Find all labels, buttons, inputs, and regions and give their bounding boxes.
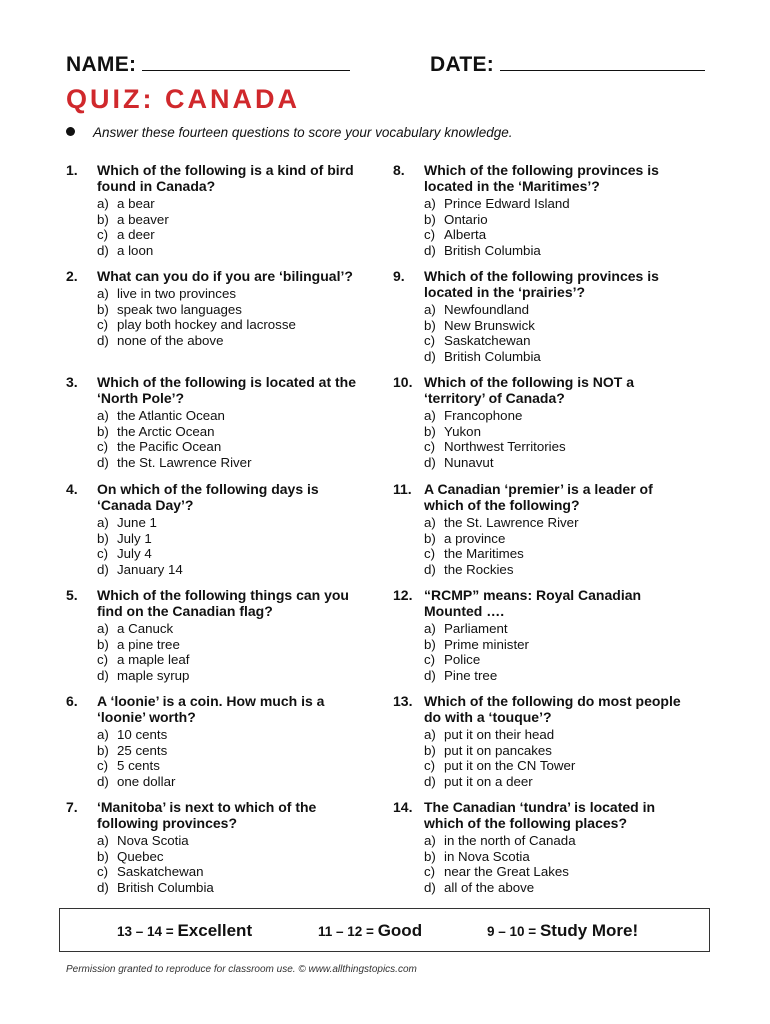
answer-option[interactable] xyxy=(424,562,693,578)
option-letter: a) xyxy=(424,196,436,211)
option-letter: a) xyxy=(97,515,109,530)
option-text: July 4 xyxy=(117,546,152,561)
option-text: in the north of Canada xyxy=(444,833,576,848)
answer-option[interactable] xyxy=(97,864,366,880)
answer-option[interactable] xyxy=(424,833,693,849)
answer-options xyxy=(424,302,693,364)
question-2 xyxy=(66,268,366,348)
answer-options xyxy=(97,408,366,470)
score-label: Good xyxy=(377,921,423,940)
question-10 xyxy=(393,374,693,470)
option-letter: c) xyxy=(97,439,109,454)
option-text: live in two provinces xyxy=(117,286,236,301)
score-range: 9 – 10 = xyxy=(487,924,537,939)
option-letter: a) xyxy=(97,408,109,423)
question-4 xyxy=(66,481,366,577)
option-text: Parliament xyxy=(444,621,508,636)
option-letter: b) xyxy=(424,530,436,546)
question-12 xyxy=(393,587,693,683)
option-text: the Atlantic Ocean xyxy=(117,408,225,423)
question-text: On which of the following days is ‘Canada Day’? xyxy=(97,481,319,513)
answer-option[interactable] xyxy=(424,546,693,562)
answer-option[interactable] xyxy=(424,243,693,259)
option-text: the St. Lawrence River xyxy=(444,515,579,530)
option-text: New Brunswick xyxy=(444,317,535,333)
option-letter: a) xyxy=(97,196,109,211)
option-letter: a) xyxy=(424,408,436,423)
option-letter: b) xyxy=(97,636,109,652)
option-letter: d) xyxy=(424,667,436,683)
question-number: 9. xyxy=(393,268,405,284)
option-text: none of the above xyxy=(117,332,224,348)
option-letter: b) xyxy=(97,848,109,864)
answer-option[interactable] xyxy=(424,652,693,668)
answer-option[interactable] xyxy=(97,758,366,774)
answer-option[interactable] xyxy=(97,408,366,424)
answer-option[interactable] xyxy=(424,668,693,684)
question-text: What can you do if you are ‘bilingual’? xyxy=(97,268,353,284)
answer-option[interactable] xyxy=(97,562,366,578)
option-letter: d) xyxy=(97,242,109,258)
answer-option[interactable] xyxy=(97,652,366,668)
option-letter: b) xyxy=(424,848,436,864)
question-number: 5. xyxy=(66,587,78,603)
question-number: 2. xyxy=(66,268,78,284)
question-8 xyxy=(393,162,693,258)
answer-option[interactable] xyxy=(424,849,693,865)
question-number: 14. xyxy=(393,799,413,815)
option-text: a province xyxy=(444,530,506,546)
question-1 xyxy=(66,162,366,258)
option-letter: a) xyxy=(424,621,436,636)
option-letter: c) xyxy=(424,333,436,348)
page-title: QUIZ: CANADA xyxy=(66,84,300,114)
answer-options xyxy=(424,727,693,789)
option-letter: d) xyxy=(424,879,436,895)
option-text: a maple leaf xyxy=(117,652,190,667)
option-letter: d) xyxy=(424,242,436,258)
question-9 xyxy=(393,268,693,364)
option-text: a loon xyxy=(117,242,154,258)
answer-option[interactable] xyxy=(97,546,366,562)
date-blank-line[interactable] xyxy=(500,52,705,71)
question-11 xyxy=(393,481,693,577)
option-letter: c) xyxy=(97,546,109,561)
answer-option[interactable] xyxy=(424,424,693,440)
score-box xyxy=(59,908,710,952)
option-text: Northwest Territories xyxy=(444,439,566,454)
option-text: a pine tree xyxy=(117,636,180,652)
option-text: a bear xyxy=(117,196,155,211)
question-text: A ‘loonie’ is a coin. How much is a ‘loonie’ worth? xyxy=(97,693,325,725)
question-text: Which of the following is located at the ‘North Pole’? xyxy=(97,374,356,406)
option-letter: a) xyxy=(424,833,436,848)
name-field xyxy=(66,52,350,77)
answer-option[interactable] xyxy=(424,455,693,471)
answer-options xyxy=(97,515,366,577)
bullet-icon xyxy=(66,127,75,136)
name-label: NAME: xyxy=(66,53,137,76)
score-range: 13 – 14 = xyxy=(117,924,174,939)
instructions xyxy=(66,125,513,140)
answer-option[interactable] xyxy=(97,286,366,302)
option-text: 10 cents xyxy=(117,727,168,742)
answer-option[interactable] xyxy=(424,774,693,790)
score-label: Excellent xyxy=(177,921,253,940)
question-14 xyxy=(393,799,693,895)
question-number: 3. xyxy=(66,374,78,390)
answer-option[interactable] xyxy=(97,317,366,333)
option-letter: c) xyxy=(424,546,436,561)
question-text: Which of the following things can you find on the Canadian flag? xyxy=(97,587,349,619)
option-text: put it on pancakes xyxy=(444,742,552,758)
answer-option[interactable] xyxy=(97,424,366,440)
option-text: speak two languages xyxy=(117,301,242,317)
answer-option[interactable] xyxy=(97,531,366,547)
option-letter: a) xyxy=(97,833,109,848)
answer-option[interactable] xyxy=(97,212,366,228)
score-range: 11 – 12 = xyxy=(318,924,374,939)
answer-option[interactable] xyxy=(424,727,693,743)
option-text: in Nova Scotia xyxy=(444,848,530,864)
question-number: 4. xyxy=(66,481,78,497)
answer-options xyxy=(97,196,366,258)
option-text: maple syrup xyxy=(117,667,190,683)
option-text: Pine tree xyxy=(444,667,498,683)
option-text: Prince Edward Island xyxy=(444,196,570,211)
question-number: 10. xyxy=(393,374,413,390)
option-letter: d) xyxy=(97,879,109,895)
question-text: Which of the following is a kind of bird found in Canada? xyxy=(97,162,354,194)
answer-option[interactable] xyxy=(97,774,366,790)
option-letter: c) xyxy=(97,227,109,242)
date-label: DATE: xyxy=(430,53,495,76)
option-letter: d) xyxy=(424,454,436,470)
question-text: The Canadian ‘tundra’ is located in which of the following places? xyxy=(424,799,656,831)
answer-option[interactable] xyxy=(424,515,693,531)
score-excellent xyxy=(117,921,252,941)
option-letter: d) xyxy=(97,667,109,683)
option-text: Saskatchewan xyxy=(444,333,531,348)
option-letter: d) xyxy=(424,561,436,577)
option-text: near the Great Lakes xyxy=(444,864,569,879)
option-text: 25 cents xyxy=(117,742,168,758)
answer-option[interactable] xyxy=(424,758,693,774)
answer-options xyxy=(424,833,693,895)
question-6 xyxy=(66,693,366,789)
option-letter: d) xyxy=(97,332,109,348)
answer-option[interactable] xyxy=(424,743,693,759)
question-number: 8. xyxy=(393,162,405,178)
answer-option[interactable] xyxy=(424,864,693,880)
answer-option[interactable] xyxy=(424,408,693,424)
question-number: 6. xyxy=(66,693,78,709)
option-letter: a) xyxy=(97,727,109,742)
name-blank-line[interactable] xyxy=(142,52,350,71)
option-text: Quebec xyxy=(117,848,164,864)
option-letter: c) xyxy=(424,439,436,454)
option-text: a beaver xyxy=(117,211,169,227)
answer-option[interactable] xyxy=(424,196,693,212)
option-text: Yukon xyxy=(444,423,481,439)
answer-option[interactable] xyxy=(97,455,366,471)
answer-option[interactable] xyxy=(424,349,693,365)
option-text: July 1 xyxy=(117,530,152,546)
question-text: Which of the following is NOT a ‘territory’ of Canada? xyxy=(424,374,634,406)
option-text: Nova Scotia xyxy=(117,833,189,848)
option-letter: b) xyxy=(424,317,436,333)
option-text: Alberta xyxy=(444,227,487,242)
answer-option[interactable] xyxy=(97,243,366,259)
question-3 xyxy=(66,374,366,470)
option-text: 5 cents xyxy=(117,758,160,773)
option-letter: c) xyxy=(424,227,436,242)
option-letter: d) xyxy=(97,561,109,577)
question-number: 11. xyxy=(393,481,412,497)
option-text: all of the above xyxy=(444,879,535,895)
option-letter: d) xyxy=(97,773,109,789)
answer-option[interactable] xyxy=(424,333,693,349)
answer-option[interactable] xyxy=(424,227,693,243)
question-number: 13. xyxy=(393,693,413,709)
answer-option[interactable] xyxy=(97,880,366,896)
option-text: a Canuck xyxy=(117,621,174,636)
option-text: British Columbia xyxy=(117,879,214,895)
option-letter: a) xyxy=(424,727,436,742)
date-field xyxy=(430,52,705,77)
answer-option[interactable] xyxy=(97,849,366,865)
option-text: play both hockey and lacrosse xyxy=(117,317,296,332)
answer-option[interactable] xyxy=(97,621,366,637)
option-text: a deer xyxy=(117,227,155,242)
score-good xyxy=(318,921,422,941)
answer-options xyxy=(97,833,366,895)
answer-options xyxy=(424,621,693,683)
option-letter: c) xyxy=(424,864,436,879)
question-number: 1. xyxy=(66,162,78,178)
answer-option[interactable] xyxy=(97,302,366,318)
answer-options xyxy=(424,196,693,258)
option-text: the Arctic Ocean xyxy=(117,423,215,439)
option-text: one dollar xyxy=(117,773,176,789)
option-letter: c) xyxy=(97,652,109,667)
answer-options xyxy=(97,621,366,683)
answer-options xyxy=(424,515,693,577)
option-letter: c) xyxy=(424,758,436,773)
answer-option[interactable] xyxy=(97,333,366,349)
question-7 xyxy=(66,799,366,895)
option-letter: b) xyxy=(97,211,109,227)
answer-option[interactable] xyxy=(97,668,366,684)
question-text: Which of the following do most people do with a ‘touque’? xyxy=(424,693,681,725)
answer-options xyxy=(97,727,366,789)
option-letter: a) xyxy=(97,286,109,301)
answer-option[interactable] xyxy=(97,833,366,849)
option-text: January 14 xyxy=(117,561,183,577)
option-text: Francophone xyxy=(444,408,523,423)
option-text: Prime minister xyxy=(444,636,529,652)
option-text: the Rockies xyxy=(444,561,514,577)
answer-option[interactable] xyxy=(424,531,693,547)
option-letter: c) xyxy=(97,758,109,773)
option-letter: a) xyxy=(424,515,436,530)
option-text: the Maritimes xyxy=(444,546,524,561)
answer-option[interactable] xyxy=(97,637,366,653)
option-text: put it on the CN Tower xyxy=(444,758,576,773)
answer-option[interactable] xyxy=(97,439,366,455)
score-label: Study More! xyxy=(539,921,639,940)
answer-options xyxy=(97,286,366,348)
option-text: the St. Lawrence River xyxy=(117,454,252,470)
question-number: 7. xyxy=(66,799,78,815)
answer-option[interactable] xyxy=(424,880,693,896)
question-text: “RCMP” means: Royal Canadian Mounted …. xyxy=(424,587,642,619)
option-letter: b) xyxy=(424,211,436,227)
option-letter: a) xyxy=(97,621,109,636)
answer-option[interactable] xyxy=(424,302,693,318)
answer-option[interactable] xyxy=(424,637,693,653)
option-text: June 1 xyxy=(117,515,157,530)
option-text: British Columbia xyxy=(444,242,541,258)
option-letter: a) xyxy=(424,302,436,317)
footer-permission: Permission granted to reproduce for classroom use. © www.allthingstopics.com xyxy=(66,964,417,975)
option-letter: b) xyxy=(97,423,109,439)
answer-option[interactable] xyxy=(97,743,366,759)
answer-option[interactable] xyxy=(424,212,693,228)
option-text: Ontario xyxy=(444,211,488,227)
answer-option[interactable] xyxy=(97,196,366,212)
option-letter: d) xyxy=(424,773,436,789)
answer-option[interactable] xyxy=(97,515,366,531)
option-text: put it on a deer xyxy=(444,773,533,789)
option-text: put it on their head xyxy=(444,727,555,742)
option-text: British Columbia xyxy=(444,348,541,364)
option-letter: b) xyxy=(424,423,436,439)
option-letter: b) xyxy=(97,301,109,317)
answer-options xyxy=(424,408,693,470)
option-letter: d) xyxy=(424,348,436,364)
option-text: the Pacific Ocean xyxy=(117,439,222,454)
answer-option[interactable] xyxy=(97,727,366,743)
option-letter: b) xyxy=(424,742,436,758)
option-letter: d) xyxy=(97,454,109,470)
answer-option[interactable] xyxy=(424,439,693,455)
question-text: A Canadian ‘premier’ is a leader of which of the following? xyxy=(424,481,653,513)
question-5 xyxy=(66,587,366,683)
option-letter: b) xyxy=(424,636,436,652)
option-text: Nunavut xyxy=(444,454,494,470)
question-text: Which of the following provinces is located in the ‘Maritimes’? xyxy=(424,162,659,194)
answer-option[interactable] xyxy=(424,621,693,637)
score-study-more xyxy=(487,921,638,941)
option-letter: c) xyxy=(97,864,109,879)
question-number: 12. xyxy=(393,587,413,603)
answer-option[interactable] xyxy=(97,227,366,243)
option-text: Newfoundland xyxy=(444,302,530,317)
answer-option[interactable] xyxy=(424,318,693,334)
question-text: Which of the following provinces is located in the ‘prairies’? xyxy=(424,268,659,300)
question-text: ‘Manitoba’ is next to which of the following provinces? xyxy=(97,799,317,831)
instructions-text: Answer these fourteen questions to score your vocabulary knowledge. xyxy=(93,125,513,140)
option-letter: c) xyxy=(97,317,109,332)
question-13 xyxy=(393,693,693,789)
option-letter: b) xyxy=(97,742,109,758)
option-text: Saskatchewan xyxy=(117,864,204,879)
option-letter: b) xyxy=(97,530,109,546)
option-text: Police xyxy=(444,652,481,667)
option-letter: c) xyxy=(424,652,436,667)
